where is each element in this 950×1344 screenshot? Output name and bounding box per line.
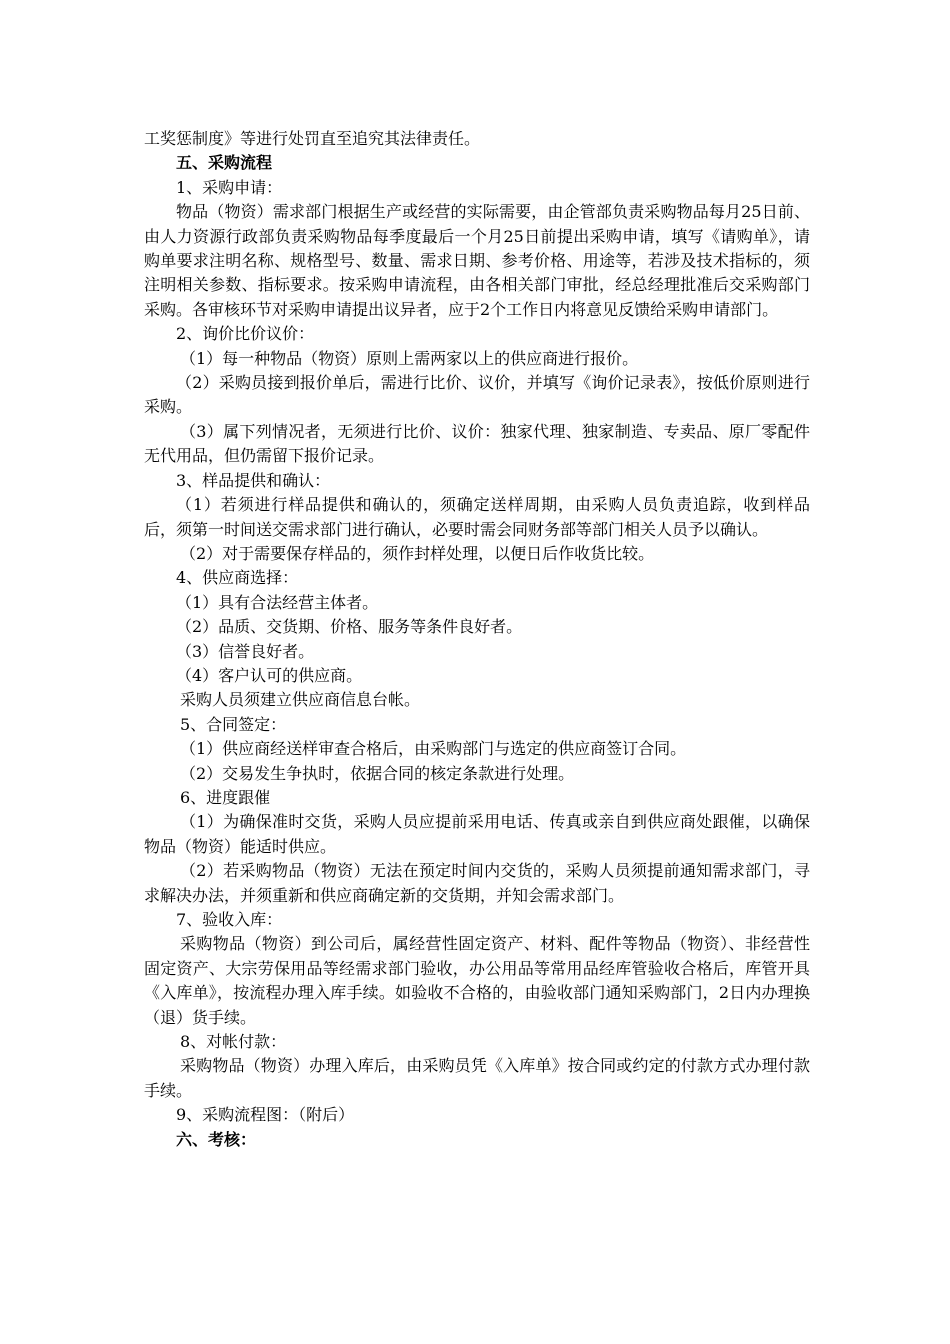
list-item-progress-1: （1）为确保准时交货，采购人员应提前采用电话、传真或亲自到供应商处跟催，以确保物品（物资）能适时供应。 — [144, 812, 810, 856]
subheading-contract-signing: 5、合同签定： — [180, 714, 287, 734]
paragraph-reconciliation-payment: 采购物品（物资）办理入库后，由采购员凭《入库单》按合同或约定的付款方式办理付款手续。 — [144, 1056, 810, 1100]
list-item-progress-2: （2）若采购物品（物资）无法在预定时间内交货的，采购人员须提前通知需求部门，寻求解决办法，并须重新和供应商确定新的交货期，并知会需求部门。 — [144, 861, 810, 905]
list-item-contract-1: （1）供应商经送样审查合格后，由采购部门与选定的供应商签订合同。 — [180, 739, 687, 759]
section-heading-procurement-process: 五、采购流程 — [176, 153, 273, 173]
paragraph-purchase-request: 物品（物资）需求部门根据生产或经营的实际需要，由企管部负责采购物品每月25日前、由人力资源行政部负责采购物品每季度最后一个月25日前提出采购申请，填写《请购单》，请购单要求注明名称、规格型号、数量、需求日期、参考价格、用途等，若涉及技术指标的，须注明相关参数、指标要求。按采购申请流程，由各相关部门审批，经总经理批准后交采购部门采购。各审核环节对采购申请提出议异者，应于2个工作日内将意见反馈给采购申请部门。 — [144, 202, 810, 319]
list-item-supplier-4: （4）客户认可的供应商。 — [176, 665, 363, 685]
list-item-contract-2: （2）交易发生争执时，依据合同的核定条款进行处理。 — [180, 763, 575, 783]
document-body — [144, 127, 810, 1152]
subheading-supplier-selection: 4、供应商选择： — [176, 568, 299, 588]
subheading-acceptance-storage: 7、验收入库： — [176, 910, 283, 929]
list-item-supplier-1: （1）具有合法经营主体者。 — [176, 592, 379, 612]
subheading-price-inquiry: 2、询价比价议价： — [176, 324, 315, 344]
subheading-progress-follow-up: 6、进度跟催 — [180, 787, 271, 807]
list-item-sample-2: （2）对于需要保存样品的，须作封样处理，以便日后作收货比较。 — [180, 543, 655, 563]
paragraph-carryover: 工奖惩制度》等进行处罚直至追究其法律责任。 — [144, 129, 481, 148]
subheading-sample-confirmation: 3、样品提供和确认： — [176, 470, 331, 490]
list-item-inquiry-3: （3）属下列情况者，无须进行比价、议价：独家代理、独家制造、专卖品、原厂零配件无代用品，但仍需留下报价记录。 — [144, 421, 810, 466]
list-item-inquiry-1: （1）每一种物品（物资）原则上需两家以上的供应商进行报价。 — [180, 348, 639, 368]
subheading-procurement-flowchart: 9、采购流程图：（附后） — [176, 1105, 355, 1125]
paragraph-acceptance-storage: 采购物品（物资）到公司后，属经营性固定资产、材料、配件等物品（物资）、非经营性固定资产、大宗劳保用品等经需求部门验收，办公用品等常用品经库管验收合格后，库管开具《入库单》，按流程办理入库手续。如验收不合格的，由验收部门通知采购部门，2日内办理换（退）货手续。 — [144, 934, 810, 1027]
list-item-supplier-2: （2）品质、交货期、价格、服务等条件良好者。 — [176, 617, 523, 637]
paragraph-supplier-ledger: 采购人员须建立供应商信息台帐。 — [180, 690, 421, 710]
subheading-purchase-request: 1、采购申请： — [176, 177, 283, 197]
subheading-reconciliation-payment: 8、对帐付款： — [180, 1032, 287, 1052]
list-item-inquiry-2: （2）采购员接到报价单后，需进行比价、议价，并填写《询价记录表》，按低价原则进行采购。 — [144, 373, 810, 417]
list-item-sample-1: （1）若须进行样品提供和确认的，须确定送样周期，由采购人员负责追踪，收到样品后，须第一时间送交需求部门进行确认，必要时需会同财务部等部门相关人员予以确认。 — [144, 495, 810, 539]
section-heading-assessment: 六、考核： — [176, 1129, 257, 1149]
list-item-supplier-3: （3）信誉良好者。 — [176, 641, 315, 661]
